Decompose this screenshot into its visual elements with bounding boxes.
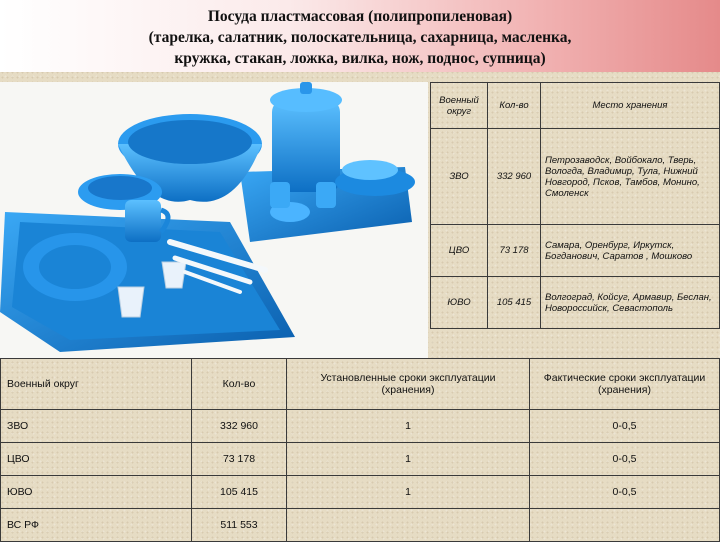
header-actual-terms: Фактические сроки эксплуатации (хранения) (530, 359, 720, 410)
header-quantity: Кол-во (192, 359, 287, 410)
cup (316, 182, 336, 208)
table-row (431, 277, 720, 329)
plate-inner (39, 245, 111, 289)
cell-district: ЮВО (1, 476, 192, 509)
table-row (1, 443, 720, 476)
table-row (1, 476, 720, 509)
header-storage-place: Место хранения (541, 83, 720, 129)
title-line-2: (тарелка, салатник, полоскательница, сахарница, масленка, (148, 29, 572, 46)
table-row (1, 410, 720, 443)
cell-actual-terms (530, 509, 720, 542)
table-row (431, 225, 720, 277)
cell-quantity: 105 415 (192, 476, 287, 509)
cell-quantity: 332 960 (192, 410, 287, 443)
cell-district: ЗВО (431, 129, 488, 225)
cell-actual-terms: 0-0,5 (530, 443, 720, 476)
cell-quantity: 73 178 (192, 443, 287, 476)
cell-storage-place: Волгоград, Койсуг, Армавир, Беслан, Новороссийск, Севастополь (541, 277, 720, 329)
header-district: Военный округ (431, 83, 488, 129)
header-established-terms: Установленные сроки эксплуатации (хранения) (287, 359, 530, 410)
cell-storage-place: Петрозаводск, Войбокало, Тверь, Вологда, Владимир, Тула, Нижний Новгород, Псков, Тамбов, Монино, Смоленск (541, 129, 720, 225)
soup-tureen-knob (300, 82, 312, 94)
soup-tureen (272, 100, 340, 192)
cell-actual-terms: 0-0,5 (530, 410, 720, 443)
storage-table-header (431, 83, 720, 129)
salad-bowl-inside (128, 120, 252, 164)
cell-established-terms: 1 (287, 476, 530, 509)
tableware-illustration (0, 82, 428, 358)
title-line-3: кружка, стакан, ложка, вилка, нож, поднос, супница) (174, 50, 546, 67)
service-life-table-header (1, 359, 720, 410)
cell-established-terms: 1 (287, 443, 530, 476)
cell-district: ЮВО (431, 277, 488, 329)
butter-dish-lid (342, 160, 398, 180)
cell-district: ЦВО (1, 443, 192, 476)
cell-district: ВС РФ (1, 509, 192, 542)
glass (118, 287, 144, 317)
mug (125, 200, 161, 242)
title-line-1: Посуда пластмассовая (полипропиленовая) (207, 8, 513, 25)
cell-quantity: 73 178 (488, 225, 541, 277)
cup (270, 182, 290, 208)
header-district: Военный округ (1, 359, 192, 410)
table-row (431, 129, 720, 225)
service-life-table (0, 358, 720, 542)
cell-quantity: 105 415 (488, 277, 541, 329)
rinse-bowl-inside (88, 176, 152, 200)
page-title (0, 6, 720, 69)
tableware-photo (0, 82, 428, 358)
header-quantity: Кол-во (488, 83, 541, 129)
table-row-total (1, 509, 720, 542)
cell-district: ЗВО (1, 410, 192, 443)
storage-table (430, 82, 720, 329)
glass (162, 262, 186, 288)
cell-established-terms: 1 (287, 410, 530, 443)
cell-established-terms (287, 509, 530, 542)
cell-quantity: 332 960 (488, 129, 541, 225)
cell-storage-place: Самара, Оренбург, Иркутск, Богданович, Саратов , Мошково (541, 225, 720, 277)
cell-district: ЦВО (431, 225, 488, 277)
cell-actual-terms: 0-0,5 (530, 476, 720, 509)
cell-quantity: 511 553 (192, 509, 287, 542)
